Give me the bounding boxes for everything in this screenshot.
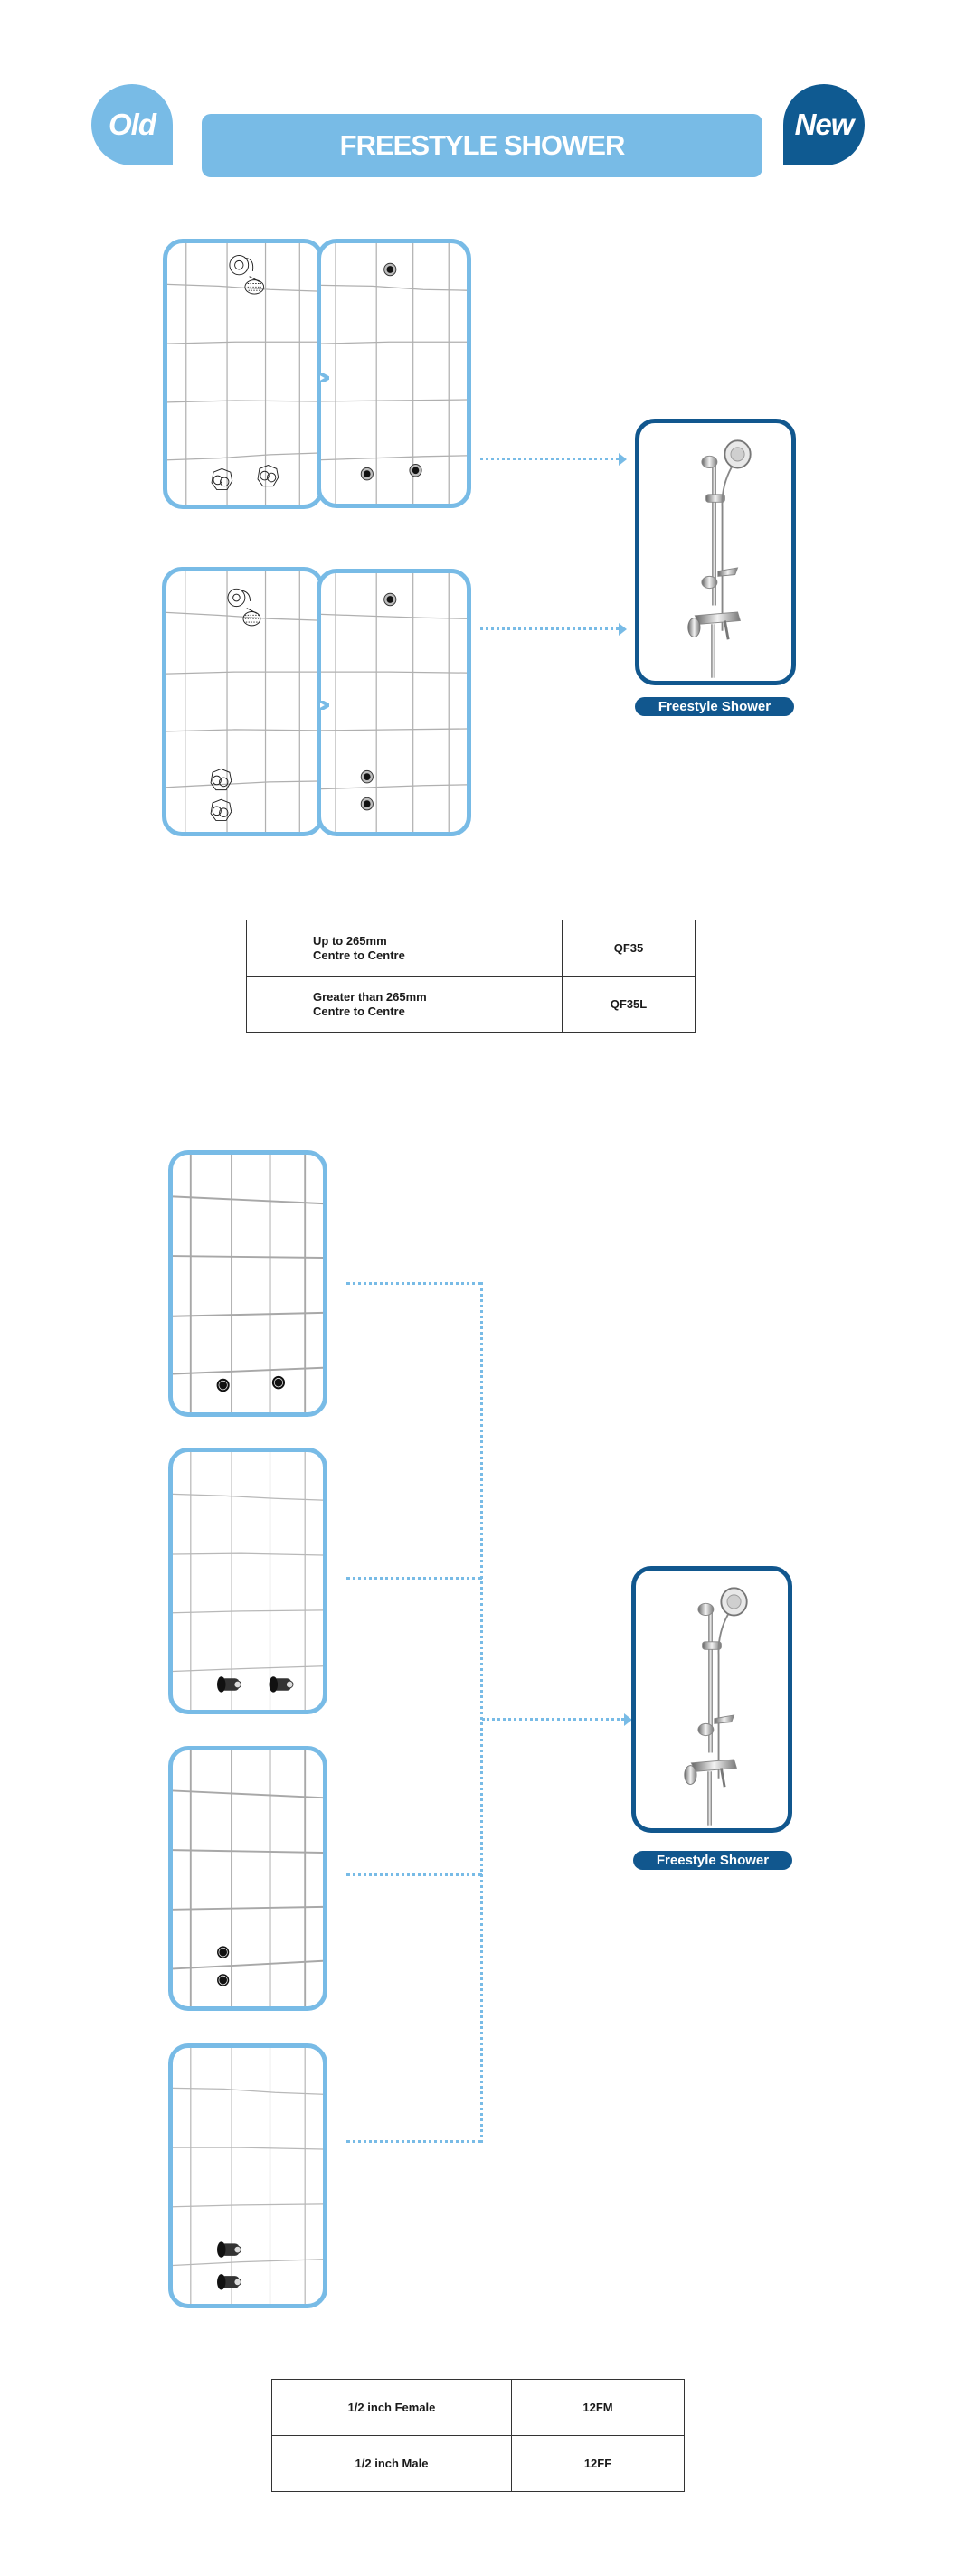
wall-outlet-icon (321, 243, 467, 504)
new-product-image-2 (631, 1566, 792, 1833)
shower-rail-icon (636, 1571, 788, 1828)
table-cell-label: 1/2 inch Female (272, 2380, 512, 2436)
new-badge (783, 84, 865, 165)
new-wall-panel-outlets-2 (317, 569, 471, 836)
connector-trunk (480, 1282, 483, 2143)
wall-panel-outlets-vertical (168, 1746, 327, 2011)
wall-outlet-icon (173, 1155, 323, 1412)
page-title-banner (202, 114, 762, 177)
wall-panel-fittings-vertical (168, 2043, 327, 2308)
old-badge (91, 84, 173, 165)
tap-handle-icon (167, 243, 319, 505)
wall-outlet-icon (173, 1750, 323, 2006)
label-line-2: Centre to Centre (313, 948, 405, 962)
table-cell-code: QF35L (563, 977, 696, 1033)
connector-line-c (346, 1873, 482, 1876)
table-cell-label (247, 977, 563, 1033)
label-line-1: Greater than 265mm (313, 989, 427, 1004)
table-cell-code: QF35 (563, 920, 696, 977)
connector-line-1 (480, 458, 619, 460)
shower-rail-icon (639, 423, 791, 681)
label-line-1: Up to 265mm (313, 933, 387, 948)
table-cell-label (247, 920, 563, 977)
product-label-text: Freestyle Shower (658, 699, 771, 714)
model-table-2 (271, 2379, 685, 2492)
new-badge-label: New (794, 108, 854, 141)
table-cell-code: 12FM (512, 2380, 685, 2436)
old-wall-panel-exposed-1 (163, 239, 324, 509)
product-label-text: Freestyle Shower (656, 1853, 770, 1868)
product-label-1 (635, 697, 794, 716)
table-row (272, 2380, 685, 2436)
connector-line-b (346, 1577, 482, 1580)
arrow-head-icon (619, 623, 627, 636)
table-row (272, 2436, 685, 2492)
threaded-fitting-icon (173, 1452, 323, 1710)
tap-handle-icon (166, 571, 319, 832)
table-row (247, 920, 696, 977)
arrow-head-icon (619, 453, 627, 466)
wall-outlet-icon (321, 573, 467, 832)
panel-notch (320, 371, 329, 380)
connector-line-2 (480, 627, 619, 630)
wall-panel-outlets-horizontal (168, 1150, 327, 1417)
connector-line-a (346, 1282, 482, 1285)
wall-panel-fittings-horizontal (168, 1448, 327, 1714)
new-wall-panel-outlets-1 (317, 239, 471, 508)
connector-line-d (346, 2140, 482, 2143)
model-table-1 (246, 920, 696, 1033)
threaded-fitting-icon (173, 2048, 323, 2304)
product-label-2 (633, 1851, 792, 1870)
new-product-image-1 (635, 419, 796, 685)
page-title: FREESTYLE SHOWER (339, 129, 625, 161)
panel-notch (320, 698, 329, 707)
label-line-2: Centre to Centre (313, 1004, 405, 1018)
table-cell-label: 1/2 inch Male (272, 2436, 512, 2492)
table-cell-code: 12FF (512, 2436, 685, 2492)
connector-line-to-product (482, 1718, 624, 1721)
old-badge-label: Old (109, 108, 156, 141)
table-row (247, 977, 696, 1033)
old-wall-panel-exposed-2 (162, 567, 324, 836)
